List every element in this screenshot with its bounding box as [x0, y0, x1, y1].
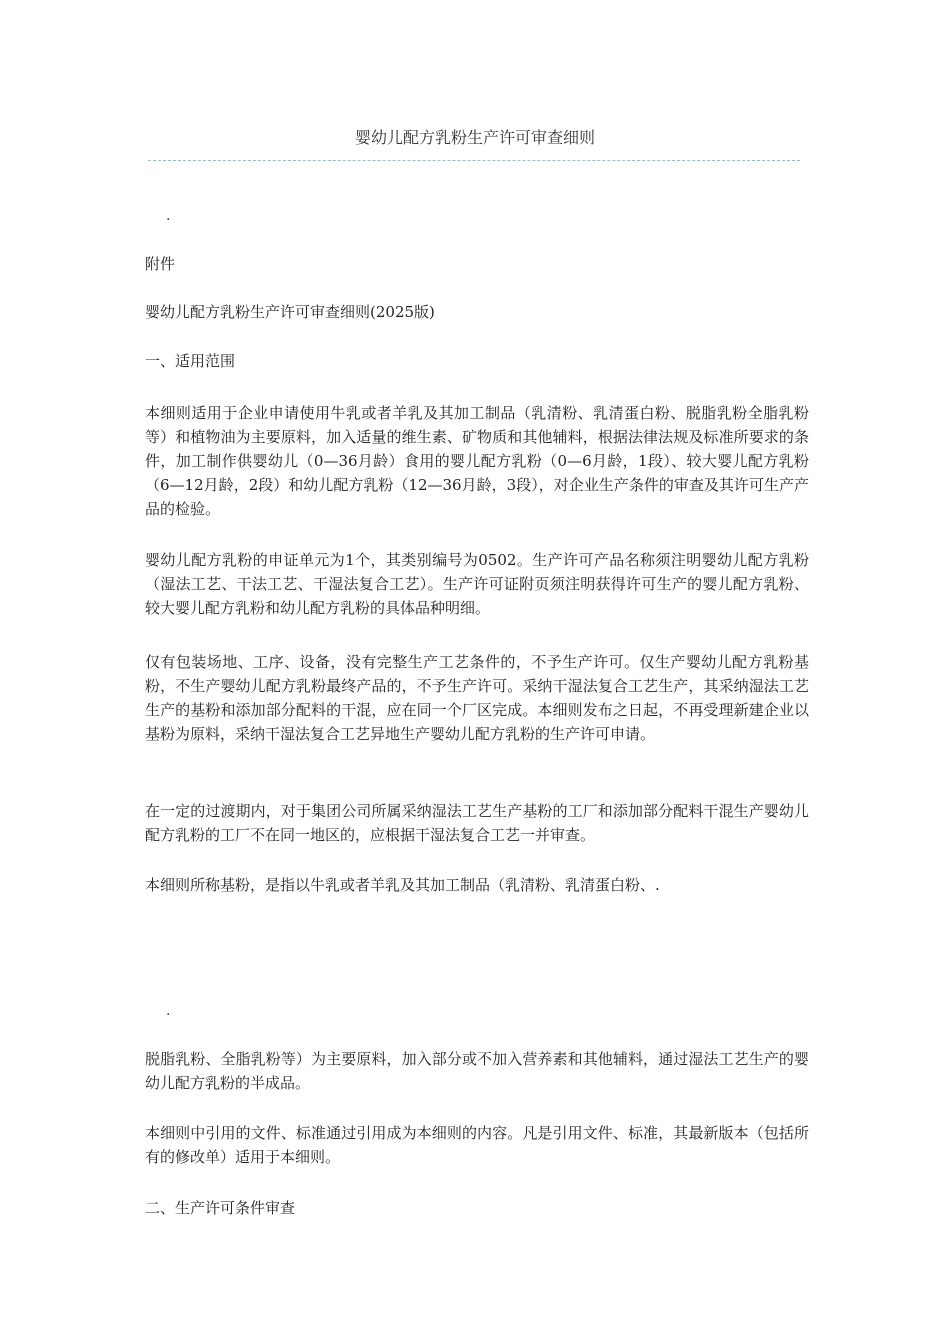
paragraph-base-powder-cont: 脱脂乳粉、全脂乳粉等）为主要原料，加入部分或不加入营养素和其他辅料，通过湿法工艺生产的婴幼儿配方乳粉的半成品。 [145, 1050, 809, 1092]
section-heading-conditions: 二、生产许可条件审查 [145, 1199, 296, 1217]
paragraph-restrictions: 仅有包装场地、工序、设备，没有完整生产工艺条件的，不予生产许可。仅生产婴幼儿配方乳粉基粉，不生产婴幼儿配方乳粉最终产品的，不予生产许可。采纳干湿法复合工艺生产，其采纳湿法工艺生产的基粉和添加部分配料的干混，应在同一个厂区完成。本细则发布之日起，不再受理新建企业以基粉为原料，采纳干湿法复合工艺异地生产婴幼儿配方乳粉的生产许可申请。 [145, 653, 809, 743]
paragraph-scope: 本细则适用于企业申请使用牛乳或者羊乳及其加工制品（乳清粉、乳清蛋白粉、脱脂乳粉全脂乳粉等）和植物油为主要原料，加入适量的维生素、矿物质和其他辅料，根据法律法规及标准所要求的条件，加工制作供婴幼儿（0—36月龄）食用的婴儿配方乳粉（0—6月龄，1段）、较大婴儿配方乳粉（6—12月龄，2段）和幼儿配方乳粉（12—36月龄，3段），对企业生产条件的审查及其许可生产产品的检验。 [145, 404, 809, 518]
section-heading-scope: 一、适用范围 [145, 352, 236, 370]
document-subtitle: 婴幼儿配方乳粉生产许可审查细则(2025版) [145, 303, 435, 321]
paragraph-references: 本细则中引用的文件、标准通过引用成为本细则的内容。凡是引用文件、标准，其最新版本（包括所有的修改单）适用于本细则。 [145, 1124, 809, 1166]
attachment-label: 附件 [145, 255, 176, 273]
title-divider [148, 160, 800, 161]
page-title: 婴幼儿配方乳粉生产许可审查细则 [354, 128, 595, 147]
paragraph-base-powder: 本细则所称基粉，是指以牛乳或者羊乳及其加工制品（乳清粉、乳清蛋白粉、. [145, 876, 660, 894]
paragraph-transition: 在一定的过渡期内，对于集团公司所属采纳湿法工艺生产基粉的工厂和添加部分配料干混生产婴幼儿配方乳粉的工厂不在同一地区的，应根据干湿法复合工艺一并审查。 [145, 802, 809, 844]
paragraph-unit: 婴幼儿配方乳粉的申证单元为1个，其类别编号为0502。生产许可产品名称须注明婴幼儿配方乳粉（湿法工艺、干法工艺、干湿法复合工艺）。生产许可证附页须注明获得许可生产的婴儿配方乳粉、较大婴儿配方乳粉和幼儿配方乳粉的具体品种明细。 [145, 551, 809, 617]
page-marker-2: . [166, 1003, 171, 1019]
page-marker: . [166, 208, 171, 224]
